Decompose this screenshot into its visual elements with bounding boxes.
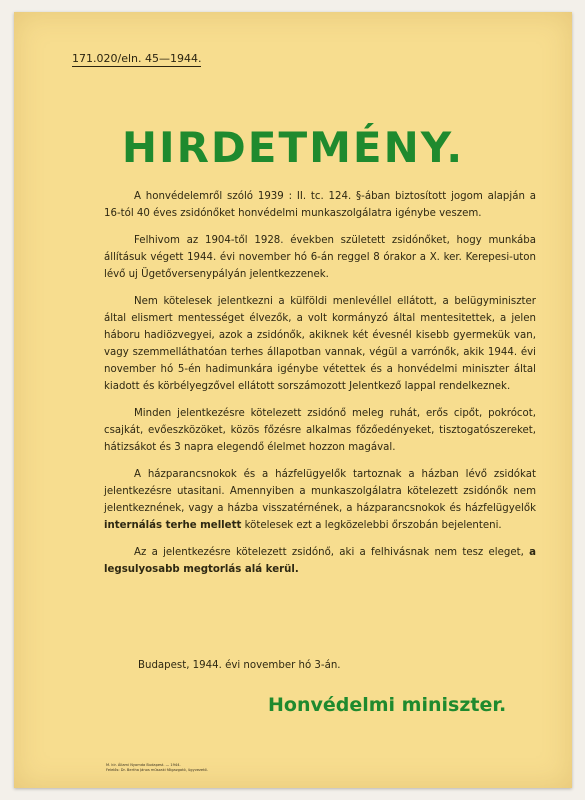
paragraph-6-text: Az a jelentkezésre kötelezett zsidónő, aki a felhivásnak nem tesz eleget, <box>134 547 530 558</box>
paragraph-5-text-a: A házparancsnokok és a házfelügyelők tartoznak a házban lévő zsidókat jelentkezésre utasitani. Amennyiben a munkaszolgálatra kötelezett zsidónők nem jelentkeznének, vagy a házba visszatérnének, a házparancsnokok és házfelügyelők <box>104 469 536 514</box>
paragraph-3: Nem kötelesek jelentkezni a külföldi menlevéllel ellátott, a belügyminiszter által elismert mentességet élvezők, a volt kormányzó által mentesitettek, a jelen háboru hadiözvegyei, azok a zsidónők, akiknek két évesnél kisebb gyermekük van, vagy szemmelláthatóan terhes állapotban vannak, végül a varrónők, akik 1944. évi november hó 5-én hadimunkára igénybe vétettek és a honvédelmi miniszter által kiadott és körbélyegzővel ellátott sorszámozott Jelentkező lappal rendelkeznek. <box>104 296 536 392</box>
paragraph-1: A honvédelemről szóló 1939 : II. tc. 124. §-ában biztosított jogom alapján a 16-tól 40 éves zsidónőket honvédelmi munkaszolgálatra igénybe veszem. <box>104 191 536 219</box>
announcement-body <box>104 188 536 588</box>
paragraph-5-emphasis: internálás terhe mellett <box>104 520 242 531</box>
paragraph-5 <box>104 466 536 534</box>
date-line: Budapest, 1944. évi november hó 3-án. <box>138 660 341 671</box>
signature: Honvédelmi miniszter. <box>268 694 507 716</box>
printer-line-2: Felelős: Dr. Bertha János műszaki főigazgató, ügyvezető. <box>106 768 208 772</box>
poster-title: HIRDETMÉNY. <box>121 123 465 172</box>
reference-number: 171.020/eln. 45—1944. <box>72 52 202 65</box>
paragraph-6 <box>104 544 536 578</box>
printer-imprint <box>106 763 266 773</box>
paragraph-2: Felhivom az 1904-től 1928. években született zsidónőket, hogy munkába állításuk végett 1944. évi november hó 6-án reggel 8 órakor a X. ker. Kerepesi-uton lévő uj Ügetőversenypályán jelentkezzenek. <box>104 235 536 280</box>
printer-line-1: M. kir. Állami Nyomda Budapest. — 1944. <box>106 763 181 767</box>
poster-sheet <box>14 12 572 788</box>
paragraph-5-text-b: kötelesek ezt a legközelebbi őrszobán bejelenteni. <box>241 520 502 531</box>
paragraph-4: Minden jelentkezésre kötelezett zsidónő meleg ruhát, erős cipőt, pokrócot, csajkát, evőeszközöket, közös főzésre alkalmas főzőedényeket, tisztogatószereket, hátizsákot és 3 napra elegendő élelmet hozzon magával. <box>104 408 536 453</box>
paragraph-6-emphasis: a legsulyosabb megtorlás alá kerül. <box>104 547 536 575</box>
